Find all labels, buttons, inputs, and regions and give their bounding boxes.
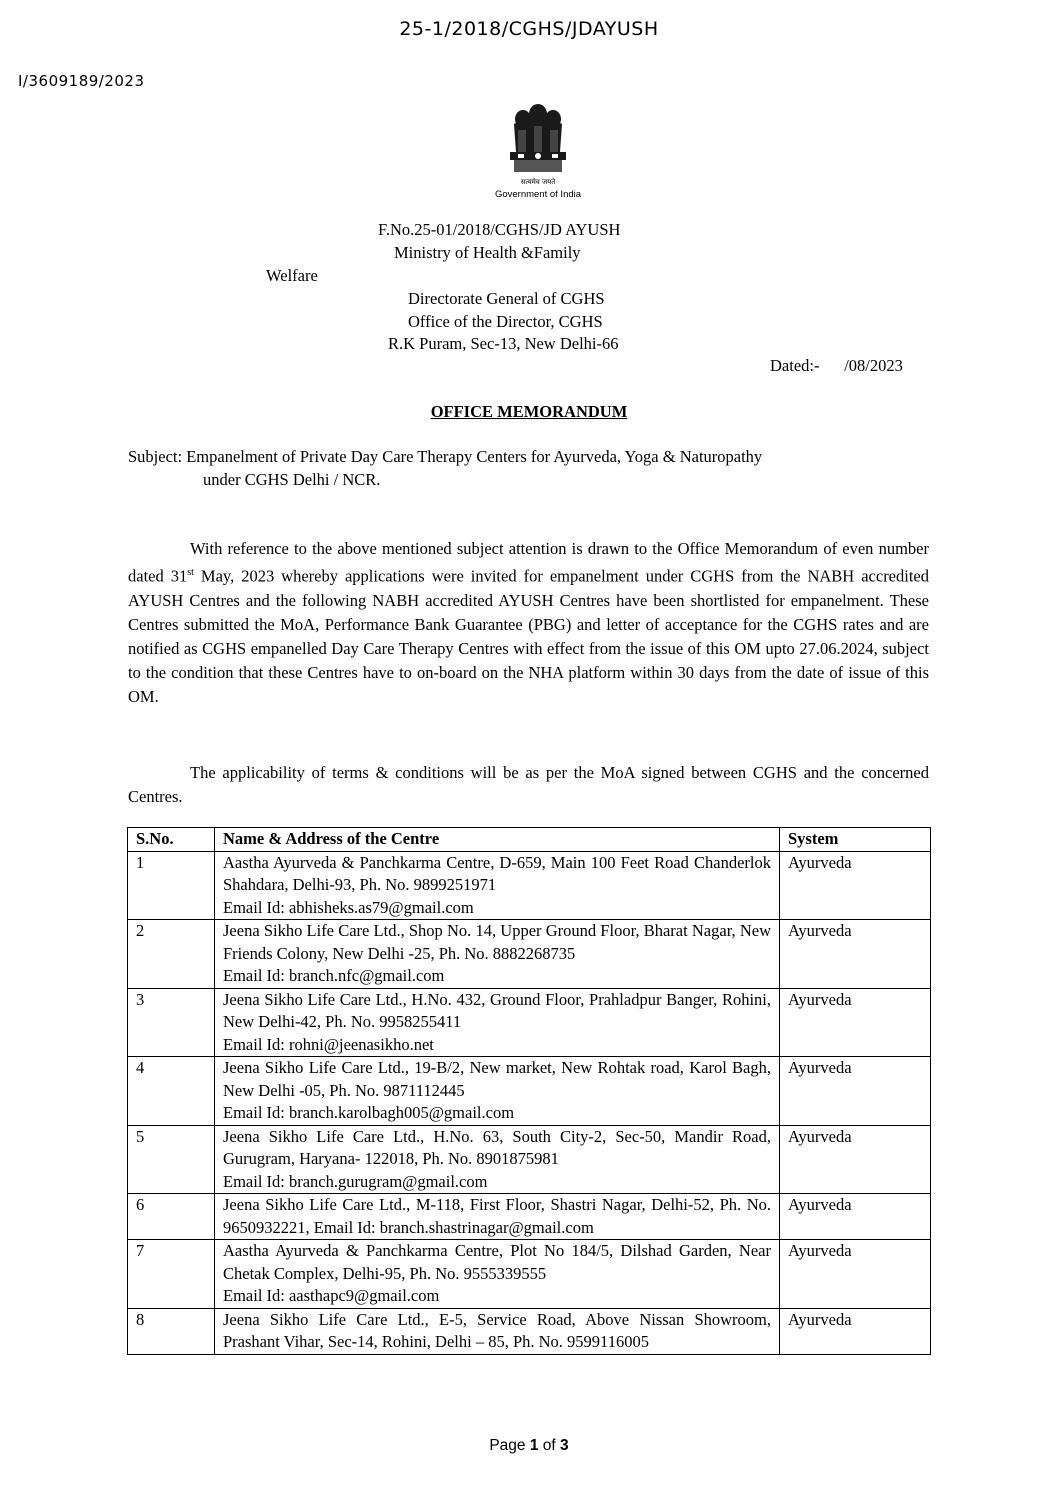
centre-address: Aastha Ayurveda & Panchkarma Centre, Plot No 184/5, Dilshad Garden, Near Chetak Complex, Delhi-95, Ph. No. 9555339555 bbox=[223, 1241, 771, 1283]
table-row bbox=[128, 1194, 931, 1240]
table-row bbox=[128, 1057, 931, 1126]
paragraph-2 bbox=[128, 761, 929, 809]
cell-system: Ayurveda bbox=[780, 1240, 931, 1309]
cell-name-address bbox=[215, 1057, 780, 1126]
cell-system: Ayurveda bbox=[780, 920, 931, 989]
table-body bbox=[128, 851, 931, 1354]
cell-name-address bbox=[215, 920, 780, 989]
cell-sno: 7 bbox=[128, 1240, 215, 1309]
date-line: Dated:- /08/2023 bbox=[770, 356, 903, 375]
centre-email: Email Id: abhisheks.as79@gmail.com bbox=[223, 897, 474, 917]
page-current: 1 bbox=[529, 1437, 539, 1454]
cell-name-address bbox=[215, 1308, 780, 1354]
cell-system: Ayurveda bbox=[780, 851, 931, 920]
cell-name-address bbox=[215, 1125, 780, 1194]
cell-name-address bbox=[215, 851, 780, 920]
centre-address: Jeena Sikho Life Care Ltd., Shop No. 14, Upper Ground Floor, Bharat Nagar, New Friends Colony, New Delhi -25, Ph. No. 8882268735 bbox=[223, 921, 771, 963]
cell-system: Ayurveda bbox=[780, 1125, 931, 1194]
file-number: F.No.25-01/2018/CGHS/JD AYUSH bbox=[378, 220, 621, 239]
subject-line-2: under CGHS Delhi / NCR. bbox=[203, 470, 381, 489]
cell-system: Ayurveda bbox=[780, 1308, 931, 1354]
centre-email: Email Id: branch.gurugram@gmail.com bbox=[223, 1171, 488, 1191]
table-row bbox=[128, 920, 931, 989]
page-word: Page bbox=[489, 1437, 526, 1454]
centre-address: Jeena Sikho Life Care Ltd., H.No. 432, Ground Floor, Prahladpur Banger, Rohini, New Delhi-42, Ph. No. 9958255411 bbox=[223, 989, 771, 1031]
paragraph-1-text-b: May, 2023 whereby applications were invited for empanelment under CGHS from the NABH accredited AYUSH Centres and the following NABH accredited AYUSH Centres have been shortlisted for empanelment. These Centres submitted the MoA, Performance Bank Guarantee (PBG) and letter of acceptance for the CGHS rates and are notified as CGHS empanelled Day Care Therapy Centres with effect from the issue of this OM upto 27.06.2024, subject to the condition that these Centres have to on-board on the NHA platform within 30 days from the date of issue of this OM. bbox=[128, 566, 930, 706]
centre-email: Email Id: branch.karolbagh005@gmail.com bbox=[223, 1103, 515, 1122]
national-emblem-icon bbox=[488, 100, 588, 202]
centre-address: Jeena Sikho Life Care Ltd., M-118, First Floor, Shastri Nagar, Delhi-52, Ph. No. 9650932221, Email Id: branch.shastrinagar@gmail.com bbox=[223, 1195, 771, 1237]
cell-sno: 3 bbox=[128, 988, 215, 1057]
table-header-row bbox=[128, 828, 931, 852]
centre-address: Jeena Sikho Life Care Ltd., E-5, Service Road, Above Nissan Showroom, Prashant Vihar, Sec-14, Rohini, Delhi – 85, Ph. No. 9599116005 bbox=[223, 1309, 771, 1351]
page-footer bbox=[0, 1437, 1058, 1455]
centre-email: Email Id: branch.nfc@gmail.com bbox=[223, 966, 445, 985]
directorate-name: Directorate General of CGHS bbox=[408, 289, 605, 308]
header-sno: S.No. bbox=[128, 828, 215, 852]
cell-system: Ayurveda bbox=[780, 988, 931, 1057]
header-name-address: Name & Address of the Centre bbox=[215, 828, 780, 852]
table-row bbox=[128, 988, 931, 1057]
cell-sno: 1 bbox=[128, 851, 215, 920]
table-row bbox=[128, 1308, 931, 1354]
centre-address: Aastha Ayurveda & Panchkarma Centre, D-659, Main 100 Feet Road Chanderlok Shahdara, Delhi-93, Ph. No. 9899251971 bbox=[223, 852, 771, 894]
centres-table bbox=[127, 827, 931, 1355]
cell-name-address bbox=[215, 1240, 780, 1309]
centre-address: Jeena Sikho Life Care Ltd., H.No. 63, South City-2, Sec-50, Mandir Road, Gurugram, Haryana- 122018, Ph. No. 8901875981 bbox=[223, 1126, 771, 1168]
centre-address: Jeena Sikho Life Care Ltd., 19-B/2, New market, New Rohtak road, Karol Bagh, New Delhi -05, Ph. No. 9871112445 bbox=[223, 1058, 771, 1100]
cell-name-address bbox=[215, 1194, 780, 1240]
page-total: 3 bbox=[560, 1437, 569, 1454]
office-address: R.K Puram, Sec-13, New Delhi-66 bbox=[388, 334, 619, 353]
cell-sno: 6 bbox=[128, 1194, 215, 1240]
header-system: System bbox=[780, 828, 931, 852]
centre-email: Email Id: aasthapc9@gmail.com bbox=[223, 1286, 440, 1305]
cell-sno: 4 bbox=[128, 1057, 215, 1126]
of-word: of bbox=[542, 1437, 556, 1454]
table-row bbox=[128, 1125, 931, 1194]
ministry-line-1: Ministry of Health &Family bbox=[394, 243, 581, 262]
subject-line-1: Subject: Empanelment of Private Day Care Therapy Centers for Ayurveda, Yoga & Naturopathy bbox=[128, 447, 763, 466]
emblem-motto: सत्यमेव जयते bbox=[520, 178, 556, 186]
cell-sno: 5 bbox=[128, 1125, 215, 1194]
paragraph-1 bbox=[128, 537, 929, 709]
emblem-caption: Government of India bbox=[494, 189, 582, 200]
file-reference-top: 25-1/2018/CGHS/JDAYUSH bbox=[399, 18, 659, 40]
receipt-number: I/3609189/2023 bbox=[18, 72, 145, 90]
centre-email: Email Id: rohni@jeenasikho.net bbox=[223, 1034, 434, 1054]
table-row bbox=[128, 851, 931, 920]
paragraph-1-text-a: With reference to the above mentioned subject attention is drawn to the Office Memorandum of even number dated 31 bbox=[128, 539, 929, 586]
cell-sno: 8 bbox=[128, 1308, 215, 1354]
cell-sno: 2 bbox=[128, 920, 215, 989]
paragraph-1-superscript: st bbox=[187, 567, 194, 578]
memo-title: OFFICE MEMORANDUM bbox=[430, 402, 628, 421]
cell-name-address bbox=[215, 988, 780, 1057]
cell-system: Ayurveda bbox=[780, 1057, 931, 1126]
office-name: Office of the Director, CGHS bbox=[408, 312, 603, 331]
paragraph-2-text: The applicability of terms & conditions will be as per the MoA signed between CGHS and the concerned Centres. bbox=[128, 763, 929, 806]
ministry-line-2: Welfare bbox=[266, 266, 318, 285]
cell-system: Ayurveda bbox=[780, 1194, 931, 1240]
table-row bbox=[128, 1240, 931, 1309]
subject-block bbox=[128, 445, 762, 491]
